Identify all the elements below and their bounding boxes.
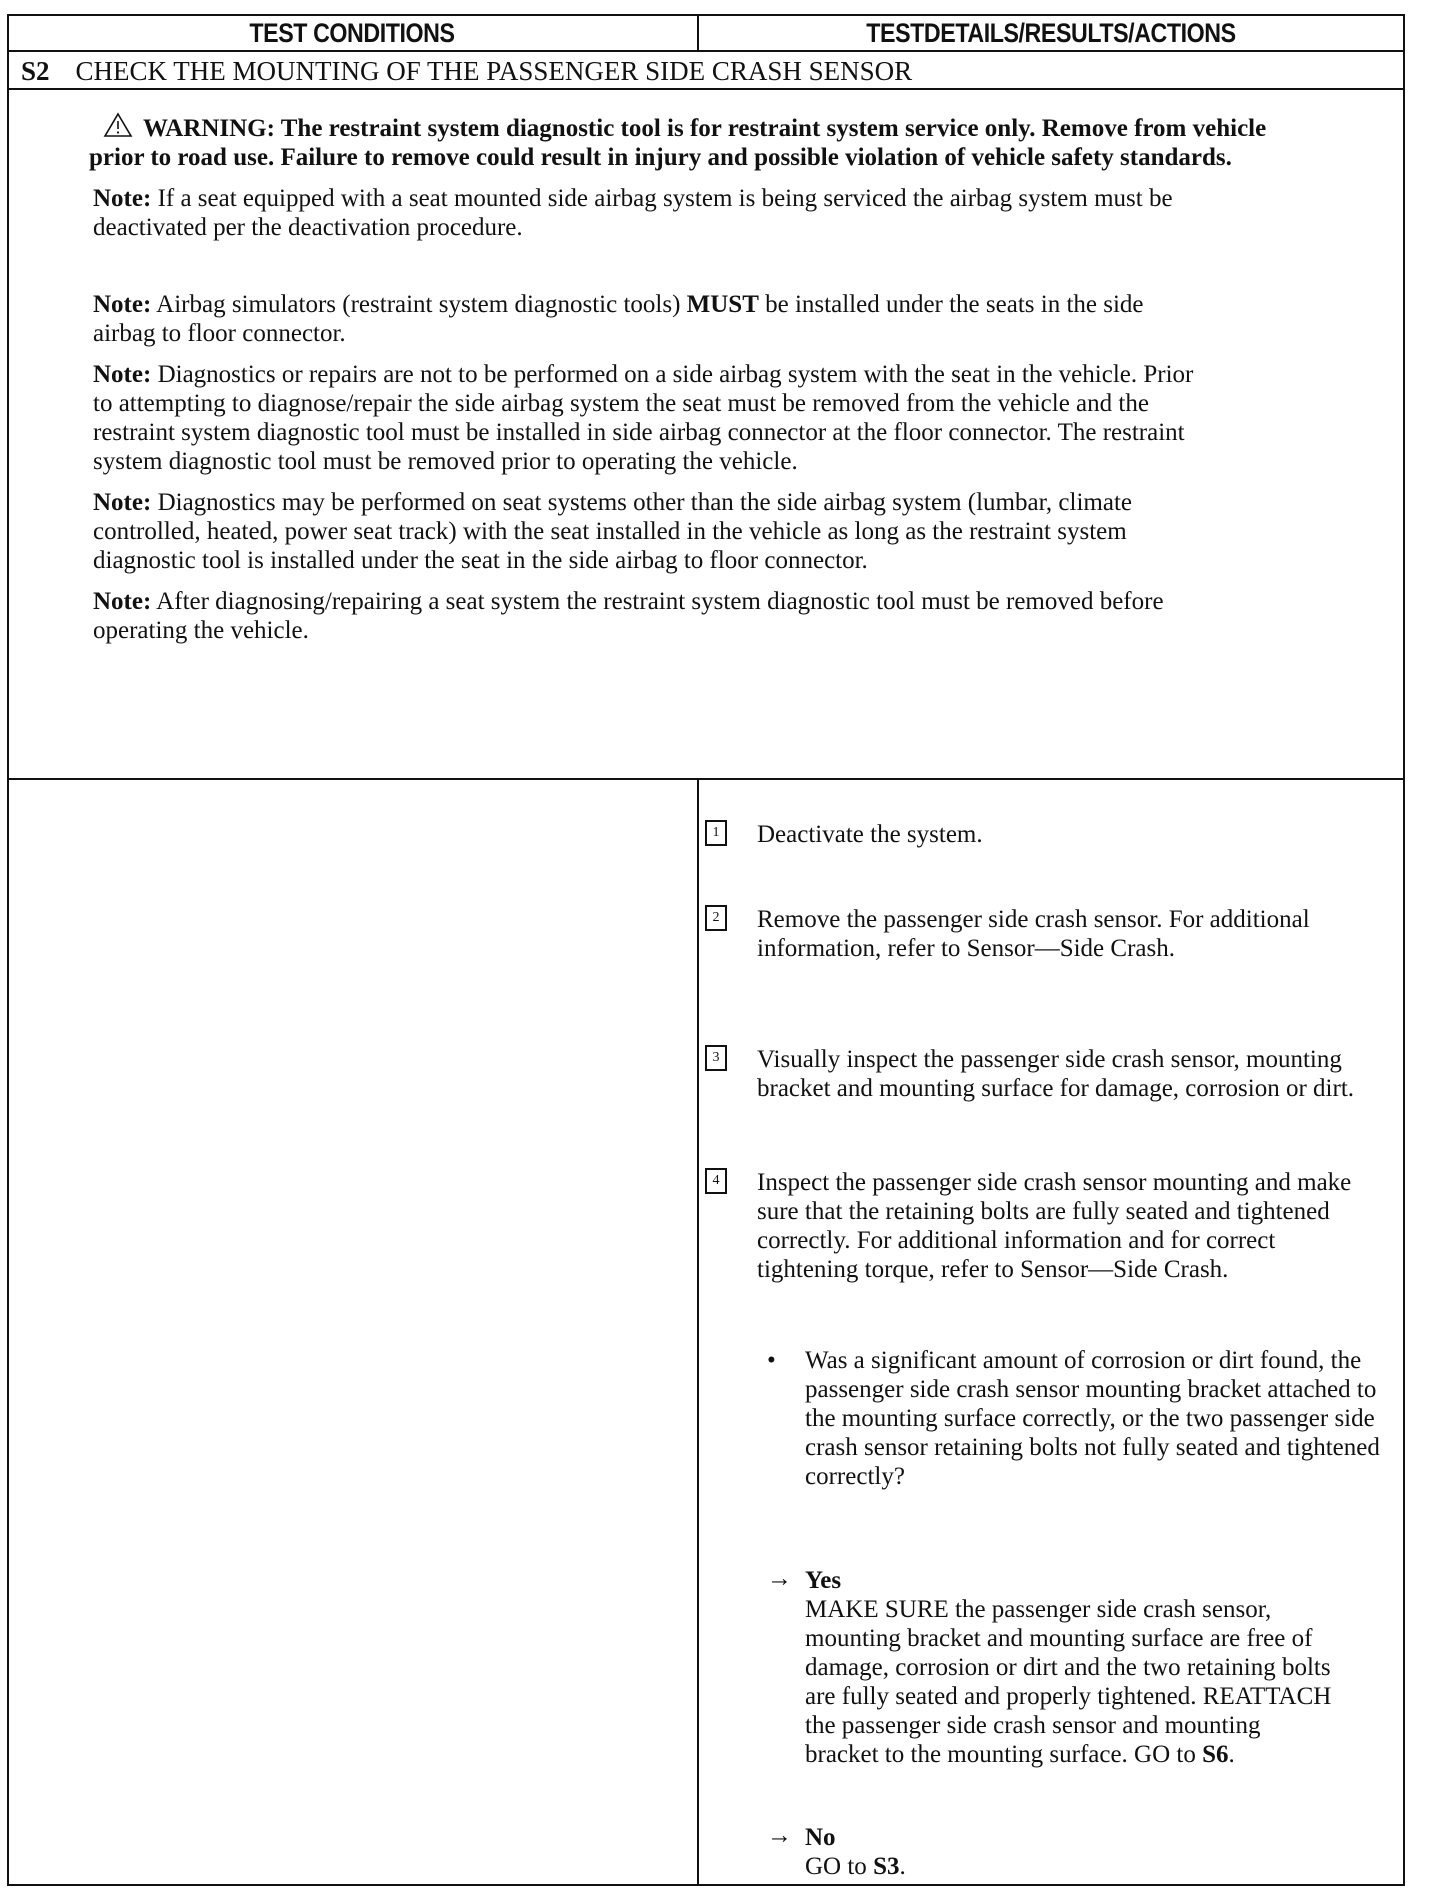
column-divider — [697, 778, 699, 1886]
step-title-row — [7, 52, 1405, 90]
note-2 — [93, 290, 1193, 348]
action-text: Inspect the passenger side crash sensor mounting and make sure that the retaining bolts are fully seated and tightened correctly. For additional information and for correct tightening torque, refer to Sensor—Side Crash. — [757, 1169, 1352, 1283]
note-label: Note: — [93, 361, 152, 388]
note-text: If a seat equipped with a seat mounted side airbag system is being serviced the airbag system must be deactivated per the deactivation procedure. — [93, 185, 1173, 241]
warning-triangle-icon — [103, 112, 133, 138]
step-number-box: 1 — [705, 820, 727, 846]
header-test-details: TESTDETAILS/RESULTS/ACTIONS — [866, 18, 1236, 48]
notes-section — [89, 112, 1293, 645]
note-text: be installed under the seats in the side airbag to floor connector. — [93, 291, 1144, 347]
warning-text: WARNING: The restraint system diagnostic tool is for restraint system service only. Remove from vehicle prior to road use. Failure to remove could result in injury and possible violation of vehicle safety standards. — [89, 115, 1267, 171]
note-text: Airbag simulators (restraint system diagnostic tools) — [151, 291, 687, 318]
note-text: Diagnostics may be performed on seat systems other than the side airbag system (lumbar, climate controlled, heated, power seat track) with the seat installed in the vehicle as long as the restraint system diagnostic tool is installed under the seat in the side airbag to floor connector. — [93, 489, 1132, 574]
note-emphasis: MUST — [686, 291, 759, 318]
action-text: Visually inspect the passenger side crash sensor, mounting bracket and mounting surface for damage, corrosion or dirt. — [757, 1046, 1355, 1102]
branch-no-text: GO to S3. — [805, 1853, 906, 1880]
question-text: Was a significant amount of corrosion or dirt found, the passenger side crash sensor mounting bracket attached to the mounting surface correctly, or the two passenger side crash sensor retaining bolts not fully seated and tightened correctly? — [805, 1347, 1380, 1490]
table-header — [7, 14, 1405, 52]
note-label: Note: — [93, 291, 152, 318]
header-test-conditions: TEST CONDITIONS — [249, 18, 455, 48]
note-text: Diagnostics or repairs are not to be performed on a side airbag system with the seat in the vehicle. Prior to attempting to diagnose/repair the side airbag system the seat must be removed from the vehicle and the restraint system diagnostic tool must be installed in side airbag connector at the floor connector. The restraint system diagnostic tool must be removed prior to operating the vehicle. — [93, 361, 1194, 475]
bullet-icon: • — [767, 1347, 776, 1374]
note-label: Note: — [93, 185, 152, 212]
goto-s3-link[interactable]: S3 — [873, 1853, 900, 1880]
diagnostic-page — [7, 14, 1405, 1886]
branch-yes-label: Yes — [805, 1567, 842, 1594]
arrow-right-icon: → — [767, 1822, 792, 1849]
note-5 — [93, 587, 1203, 645]
step-id: S2 — [21, 56, 50, 86]
header-divider — [697, 14, 699, 50]
branch-no-label: No — [805, 1824, 836, 1851]
step-number-box: 4 — [705, 1168, 727, 1194]
arrow-right-icon: → — [767, 1565, 792, 1592]
note-3 — [93, 360, 1213, 476]
note-text: After diagnosing/repairing a seat system the restraint system diagnostic tool must be removed before operating the vehicle. — [93, 588, 1164, 644]
action-text: Remove the passenger side crash sensor. For additional information, refer to Sensor—Side Crash. — [757, 906, 1310, 962]
step-number-box: 3 — [705, 1045, 727, 1071]
action-text: Deactivate the system. — [757, 821, 983, 848]
note-1 — [93, 184, 1203, 242]
goto-s6-link[interactable]: S6 — [1202, 1741, 1229, 1768]
step-title: CHECK THE MOUNTING OF THE PASSENGER SIDE CRASH SENSOR — [75, 56, 913, 86]
section-divider — [7, 778, 1405, 780]
note-label: Note: — [93, 489, 152, 516]
branch-yes-text: MAKE SURE the passenger side crash sensor, mounting bracket and mounting surface are free of damage, corrosion or dirt and the two retaining bolts are fully seated and properly tightened. REATTACH the passenger side crash sensor and mounting bracket to the mounting surface. GO to S6. — [805, 1596, 1332, 1768]
note-label: Note: — [93, 588, 152, 615]
step-number-box: 2 — [705, 905, 727, 931]
note-4 — [93, 488, 1213, 575]
warning-block — [89, 112, 1289, 172]
